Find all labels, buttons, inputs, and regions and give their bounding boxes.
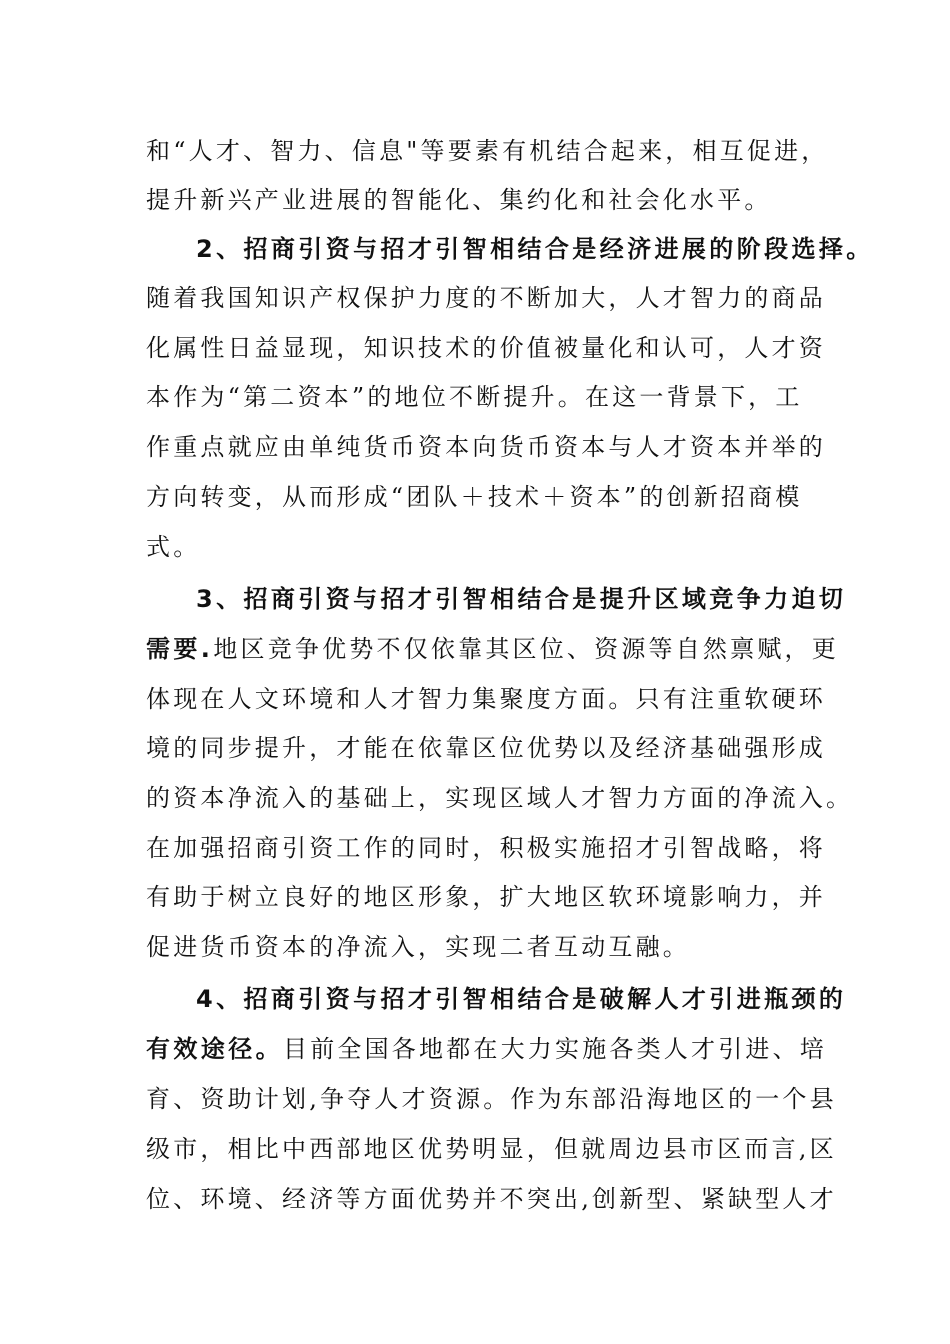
line-text: 级市，相比中西部地区优势明显，但就周边县市区而言,区: [146, 1135, 837, 1163]
line-text: 本作为“第二资本”的地位不断提升。在这一背景下，工: [146, 383, 803, 411]
line-text: 促进货币资本的净流入，实现二者互动互融。: [146, 933, 690, 961]
text-line: [146, 527, 826, 567]
section-heading-2: [196, 229, 876, 269]
heading-text: 4、招商引资与招才引智相结合是破解人才引进瓶颈的: [196, 985, 847, 1013]
line-text: 提升新兴产业进展的智能化、集约化和社会化水平。: [146, 186, 772, 214]
text-line: [146, 377, 826, 417]
line-text: 化属性日益显现，知识技术的价值被量化和认可，人才资: [146, 334, 826, 362]
text-line: [146, 180, 826, 220]
line-text: 式。: [146, 533, 201, 561]
text-line: [146, 477, 826, 517]
text-line: [146, 278, 826, 318]
text-line: [146, 1079, 837, 1119]
line-text: 在加强招商引资工作的同时，积极实施招才引智战略，将: [146, 834, 826, 862]
line-text: 作重点就应由单纯货币资本向货币资本与人才资本并举的: [146, 433, 826, 461]
line-text: 目前全国各地都在大力实施各类人才引进、培: [283, 1035, 827, 1063]
text-line: [146, 679, 826, 719]
line-text: 境的同步提升，才能在依靠区位优势以及经济基础强形成: [146, 734, 826, 762]
line-text: 和“人才、智力、信息"等要素有机结合起来，相互促进，: [146, 137, 829, 165]
line-text: 位、环境、经济等方面优势并不突出,创新型、紧缺型人才: [146, 1185, 837, 1213]
line-text: 有助于树立良好的地区形象，扩大地区软环境影响力，并: [146, 883, 826, 911]
heading-text: 2、招商引资与招才引智相结合是经济进展的阶段选择。: [196, 235, 874, 263]
line-text: 地区竞争优势不仅依靠其区位、资源等自然禀赋，更: [213, 635, 839, 663]
line-text: 体现在人文环境和人才智力集聚度方面。只有注重软硬环: [146, 685, 826, 713]
text-line: [146, 728, 826, 768]
text-line: [146, 131, 829, 171]
text-line: [146, 629, 839, 669]
line-text: 方向转变，从而形成“团队＋技术＋资本”的创新招商模: [146, 483, 803, 511]
heading-text: 3、招商引资与招才引智相结合是提升区域竞争力迫切: [196, 585, 847, 613]
line-text: 的资本净流入的基础上，实现区域人才智力方面的净流入。: [146, 784, 854, 812]
line-text: 随着我国知识产权保护力度的不断加大，人才智力的商品: [146, 284, 826, 312]
section-heading-3: [196, 579, 876, 619]
text-line: [146, 328, 826, 368]
heading-text: 需要.: [146, 635, 214, 663]
text-line: [146, 877, 826, 917]
text-line: [146, 828, 826, 868]
text-line: [146, 778, 854, 818]
line-text: 育、资助计划,争夺人才资源。作为东部沿海地区的一个县: [146, 1085, 837, 1113]
text-line: [146, 927, 826, 967]
heading-text: 有效途径。: [146, 1035, 283, 1063]
text-line: [146, 1029, 826, 1069]
text-line: [146, 1129, 837, 1169]
text-line: [146, 1179, 837, 1219]
text-line: [146, 427, 826, 467]
section-heading-4: [196, 979, 876, 1019]
